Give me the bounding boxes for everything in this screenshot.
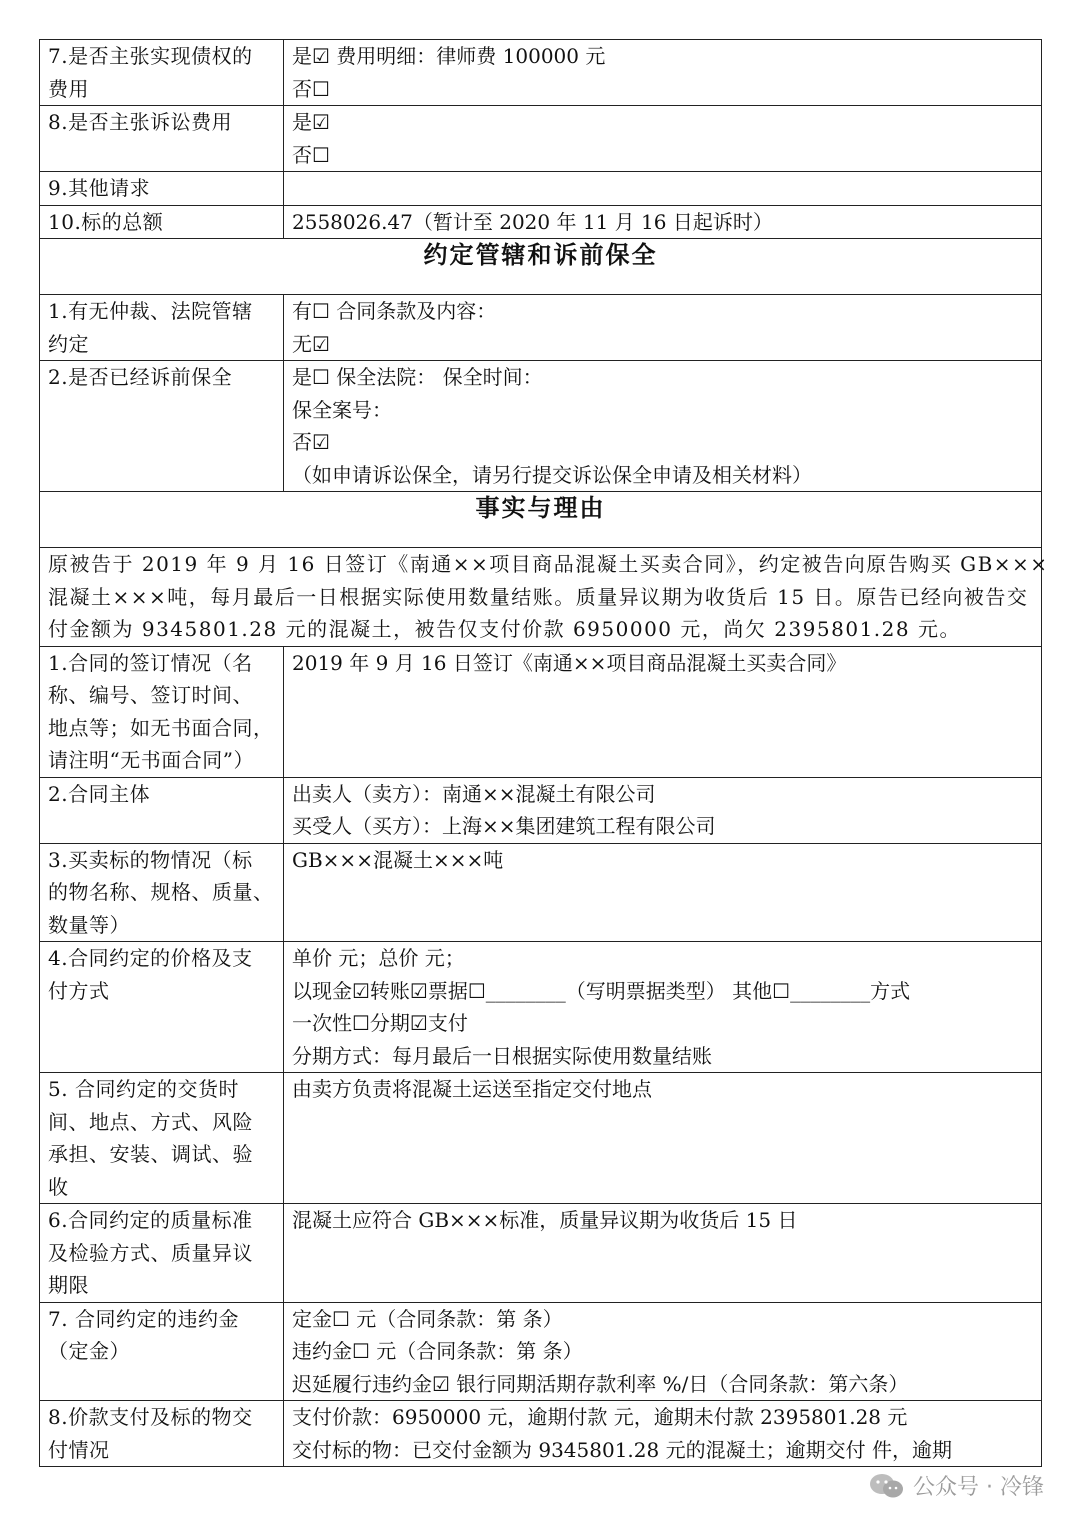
section-title-facts: 事实与理由: [40, 492, 1042, 548]
row-value: [284, 295, 1042, 361]
row-value-line: [292, 172, 1033, 205]
row-label: [40, 361, 284, 492]
row-value-line: 否☐: [292, 142, 330, 167]
row-value-line: 单价 元；总价 元；: [292, 946, 465, 970]
row-label-line: 1.有无仲裁、法院管辖: [48, 299, 253, 323]
row-value: [284, 843, 1042, 942]
row-value: [284, 172, 1042, 206]
row-value: [284, 106, 1042, 172]
row-value-line: 以现金☑转账☑票据☐________（写明票据类型） 其他☐________方式: [292, 978, 911, 1003]
row-value: [284, 1401, 1042, 1467]
row-value: [284, 1073, 1042, 1204]
row-value-line: 保全案号：: [292, 397, 392, 422]
form-row: [40, 361, 1042, 492]
row-label-line: 3.买卖标的物情况（标: [48, 847, 253, 872]
row-label-line: 承担、安装、调试、验: [48, 1142, 253, 1166]
row-label-line: 7. 合同约定的违约金: [48, 1306, 239, 1331]
contract-rows: [40, 646, 1042, 1467]
row-label: [40, 646, 284, 777]
row-label-line: 8.是否主张诉讼费用: [48, 110, 233, 134]
form-row: [40, 942, 1042, 1073]
row-label-line: 付情况: [48, 1437, 110, 1462]
row-label-line: 2.是否已经诉前保全: [48, 365, 233, 389]
section-jurisdiction: [40, 239, 1042, 295]
row-label-line: 称、编号、签订时间、: [48, 683, 253, 707]
facts-line: 原被告于 2019 年 9 月 16 日签订《南通××项目商品混凝土买卖合同》，约定被告向原告购买 GB×××: [48, 552, 1049, 576]
row-value-line: 由卖方负责将混凝土运送至指定交付地点: [292, 1077, 652, 1101]
row-value-line: 定金☐ 元（合同条款：第 条）: [292, 1306, 563, 1331]
row-value-line: 混凝土应符合 GB×××标准，质量异议期为收货后 15 日: [292, 1208, 798, 1232]
row-label-line: 9.其他请求: [48, 176, 151, 200]
row-value-line: 2019 年 9 月 16 日签订《南通××项目商品混凝土买卖合同》: [292, 650, 847, 675]
row-value-line: 违约金☐ 元（合同条款：第 条）: [292, 1339, 583, 1363]
row-value: [284, 205, 1042, 239]
row-label-line: 请注明“无书面合同”）: [48, 748, 254, 772]
row-value-line: 2558026.47（暂计至 2020 年 11 月 16 日起诉时）: [292, 209, 773, 234]
row-label: [40, 106, 284, 172]
row-label: [40, 1204, 284, 1303]
row-label-line: 期限: [48, 1273, 89, 1297]
row-label-line: 地点等；如无书面合同，: [48, 715, 274, 740]
form-row: [40, 1302, 1042, 1401]
row-label: [40, 1401, 284, 1467]
row-label: [40, 1302, 284, 1401]
row-label-line: 及检验方式、质量异议: [48, 1240, 253, 1265]
row-value-line: 有☐ 合同条款及内容：: [292, 299, 497, 323]
facts-paragraph: [40, 548, 1049, 647]
row-label-line: 间、地点、方式、风险: [48, 1109, 253, 1134]
row-value-line: 一次性☐分期☑支付: [292, 1011, 468, 1035]
row-label: [40, 172, 284, 206]
row-value: [284, 40, 1042, 106]
row-label-line: 收: [48, 1174, 69, 1199]
row-label-line: 8.价款支付及标的物交: [48, 1405, 253, 1429]
row-value-line: 交付标的物：已交付金额为 9345801.28 元的混凝土；逾期交付 件，逾期: [292, 1437, 952, 1462]
row-label-line: 数量等）: [48, 912, 130, 937]
row-label-line: 2.合同主体: [48, 781, 151, 806]
row-value-line: 否☑: [292, 430, 330, 454]
row-value-line: （如申请诉讼保全，请另行提交诉讼保全申请及相关材料）: [292, 462, 812, 487]
facts-line: 混凝土×××吨，每月最后一日根据实际使用数量结账。质量异议期为收货后 15 日。原告已经向被告交: [48, 584, 1029, 609]
row-label: [40, 942, 284, 1073]
row-label-line: 1.合同的签订情况（名: [48, 650, 253, 675]
facts-line: 付金额为 9345801.28 元的混凝土，被告仅支付价款 6950000 元，尚欠 2395801.28 元。: [48, 617, 961, 641]
row-value: [284, 942, 1042, 1073]
row-label: [40, 40, 284, 106]
row-value-line: GB×××混凝土×××吨: [292, 847, 504, 872]
watermark-text: 公众号 · 冷锋: [913, 1475, 1044, 1500]
form-row: [40, 40, 1042, 106]
row-label: [40, 205, 284, 239]
section-facts: [40, 492, 1049, 647]
form-row: [40, 205, 1042, 239]
wechat-icon: [869, 1473, 905, 1499]
row-value-line: 支付价款：6950000 元，逾期付款 元，逾期未付款 2395801.28 元: [292, 1405, 908, 1429]
form-row: [40, 646, 1042, 777]
section-title-jurisdiction: 约定管辖和诉前保全: [40, 239, 1042, 295]
row-label: [40, 295, 284, 361]
row-label-line: 10.标的总额: [48, 209, 164, 234]
claims-rows: [40, 40, 1042, 239]
form-row: [40, 1401, 1042, 1467]
form-row: [40, 106, 1042, 172]
row-label-line: 付方式: [48, 978, 110, 1003]
row-value-line: 迟延履行违约金☑ 银行同期活期存款利率 %/日（合同条款：第六条）: [292, 1371, 909, 1396]
form-row: [40, 777, 1042, 843]
form-row: [40, 843, 1042, 942]
row-value-line: 是☑ 费用明细：律师费 100000 元: [292, 44, 606, 68]
row-label-line: 6.合同约定的质量标准: [48, 1208, 253, 1232]
row-label-line: 的物名称、规格、质量、: [48, 880, 274, 904]
row-label: [40, 777, 284, 843]
row-value-line: 是☐ 保全法院： 保全时间：: [292, 365, 543, 389]
row-value: [284, 361, 1042, 492]
row-label-line: 5. 合同约定的交货时: [48, 1077, 239, 1101]
row-label-line: 约定: [48, 331, 89, 356]
jurisdiction-rows: [40, 295, 1042, 492]
complaint-form-table: [39, 39, 1049, 1467]
row-value-line: 分期方式：每月最后一日根据实际使用数量结账: [292, 1043, 712, 1068]
row-value: [284, 1204, 1042, 1303]
row-value-line: 买受人（买方）：上海××集团建筑工程有限公司: [292, 814, 716, 838]
watermark: [869, 1470, 1044, 1501]
row-value-line: 出卖人（卖方）：南通××混凝土有限公司: [292, 781, 656, 806]
form-row: [40, 172, 1042, 206]
row-label: [40, 843, 284, 942]
row-value: [284, 646, 1042, 777]
row-value: [284, 777, 1042, 843]
row-label-line: 费用: [48, 76, 89, 101]
row-label-line: （定金）: [48, 1339, 130, 1363]
row-value-line: 无☑: [292, 331, 330, 356]
row-label-line: 7.是否主张实现债权的: [48, 44, 253, 68]
row-label: [40, 1073, 284, 1204]
row-value: [284, 1302, 1042, 1401]
form-row: [40, 295, 1042, 361]
row-value-line: 否☐: [292, 76, 330, 101]
form-row: [40, 1073, 1042, 1204]
form-row: [40, 1204, 1042, 1303]
row-value-line: 是☑: [292, 110, 330, 134]
row-label-line: 4.合同约定的价格及支: [48, 946, 253, 970]
